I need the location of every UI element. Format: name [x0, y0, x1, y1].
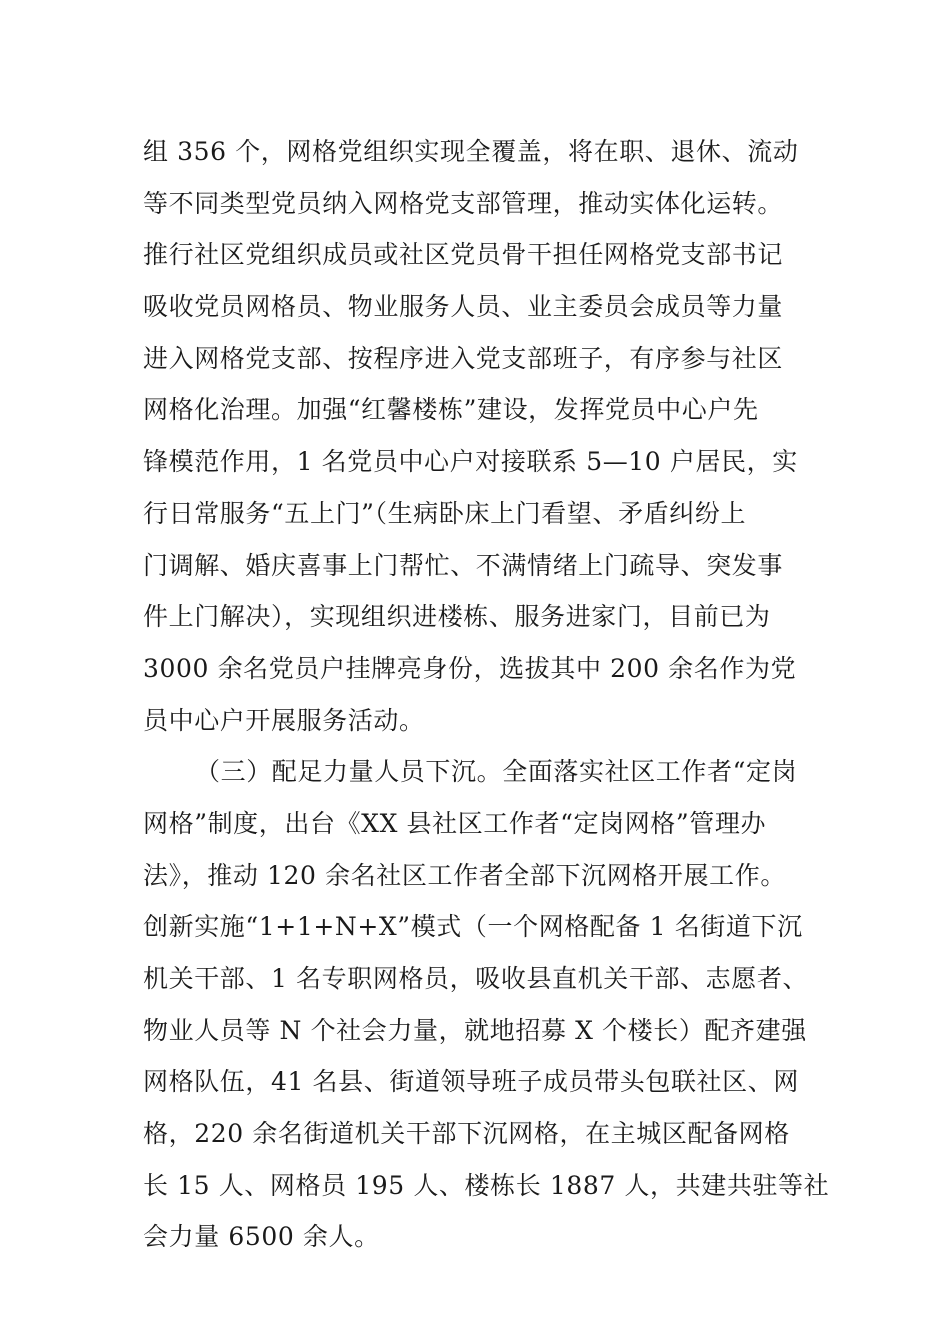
text-line: 机关干部、1 名专职网格员，吸收县直机关干部、志愿者、 — [143, 964, 809, 993]
text-line: 网格”制度，出台《XX 县社区工作者“定岗网格”管理办 — [143, 808, 767, 838]
text-line: 格，220 余名街道机关干部下沉网格，在主城区配备网格 — [143, 1119, 790, 1149]
text-line: 物业人员等 N 个社会力量，就地招募 X 个楼长）配齐建强 — [143, 1015, 807, 1045]
text-line: 长 15 人、网格员 195 人、楼栋长 1887 人，共建共驻等社 — [143, 1170, 830, 1200]
text-line: 等不同类型党员纳入网格党支部管理，推动实体化运转。 — [143, 188, 784, 218]
body-text — [143, 126, 830, 1263]
text-line: 行日常服务“五上门”（生病卧床上门看望、矛盾纠纷上 — [143, 498, 747, 528]
text-line: 创新实施“1+1+N+X”模式（一个网格配备 1 名街道下沉 — [143, 912, 803, 942]
text-line: 推行社区党组织成员或社区党员骨干担任网格党支部书记 — [143, 240, 784, 270]
text-line: 3000 余名党员户挂牌亮身份，选拔其中 200 余名作为党 — [143, 653, 797, 683]
section-heading-line: （三）配足力量人员下沉。全面落实社区工作者“定岗 — [195, 757, 798, 787]
text-line: 门调解、婚庆喜事上门帮忙、不满情绪上门疏导、突发事 — [143, 550, 784, 580]
text-line: 组 356 个，网格党组织实现全覆盖，将在职、退休、流动 — [143, 137, 799, 166]
text-line: 网格队伍，41 名县、街道领导班子成员带头包联社区、网 — [143, 1067, 799, 1097]
text-line: 法》，推动 120 余名社区工作者全部下沉网格开展工作。 — [143, 860, 786, 890]
text-line: 网格化治理。加强“红馨楼栋”建设，发挥党员中心户先 — [143, 395, 759, 425]
text-line: 吸收党员网格员、物业服务人员、业主委员会成员等力量 — [143, 292, 784, 322]
text-line: 员中心户开展服务活动。 — [143, 705, 425, 735]
text-line: 会力量 6500 余人。 — [143, 1222, 380, 1252]
text-line: 锋模范作用，1 名党员中心户对接联系 5—10 户居民，实 — [143, 447, 798, 477]
text-line: 进入网格党支部、按程序进入党支部班子，有序参与社区 — [143, 343, 784, 373]
text-line: 件上门解决），实现组织进楼栋、服务进家门，目前已为 — [143, 602, 771, 632]
